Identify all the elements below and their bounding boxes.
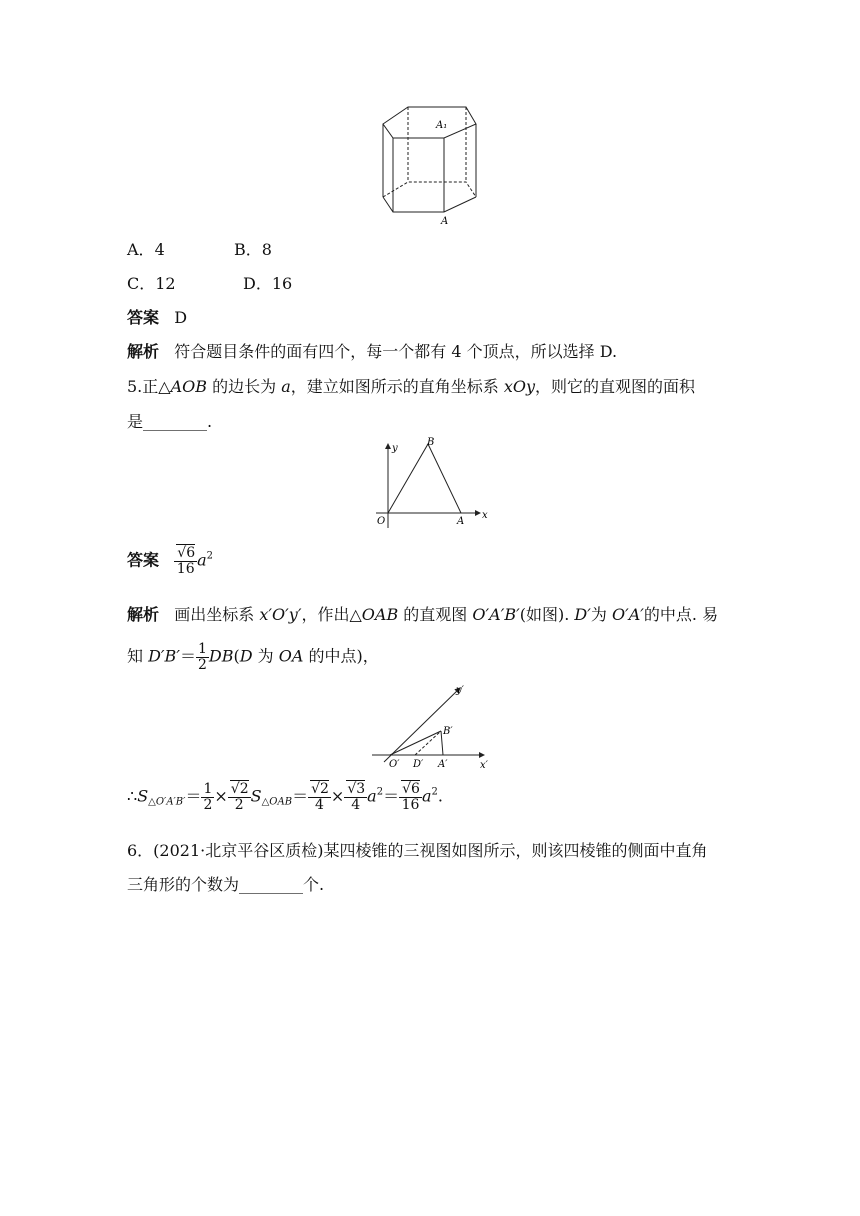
equals: ＝: [185, 786, 202, 806]
equals: ＝: [383, 786, 400, 806]
stem-text: 正△: [142, 377, 171, 396]
option-d: [243, 271, 292, 294]
stem-text: ，则它的直观图的面积: [535, 377, 696, 396]
fraction-numerator: √ 2: [310, 780, 329, 797]
option-value: 12: [155, 274, 176, 293]
analysis-math: D′: [574, 605, 591, 624]
answer-variable: a: [197, 550, 207, 570]
q5-analysis-line1: [127, 602, 718, 625]
exponent: 2: [376, 786, 384, 798]
vertex-label-d-prime: D′: [413, 759, 424, 770]
fraction-numerator: √ 3: [346, 780, 365, 797]
area-symbol: S: [137, 786, 149, 806]
vertex-label-b: B: [427, 437, 435, 448]
variable: a: [421, 786, 432, 806]
times: ×: [214, 786, 228, 806]
fraction-numerator: 1: [203, 781, 213, 797]
option-letter: D．: [243, 274, 272, 293]
analysis-text: 画出坐标系: [174, 605, 260, 624]
triangle-axes-figure: [372, 436, 492, 532]
stem-text: 的边长为: [207, 377, 282, 396]
exponent: 2: [431, 786, 438, 798]
q5-analysis-line2: [127, 642, 379, 672]
fraction: [201, 782, 214, 812]
q6-stem-line2: 三角形的个数为________个.: [127, 875, 325, 894]
option-value: 8: [261, 240, 272, 259]
axis-label-y: y: [392, 443, 398, 454]
option-letter: B．: [234, 240, 262, 259]
fraction-numerator: √ 6: [401, 780, 420, 797]
q5-stem-line1: [127, 374, 695, 397]
analysis-text: ，作出△: [301, 605, 362, 624]
fraction-denominator: 4: [351, 796, 361, 813]
therefore-symbol: ∴: [127, 786, 138, 806]
analysis-math: D′B′: [148, 646, 180, 666]
times: ×: [330, 786, 345, 806]
vertex-label-o: O: [377, 516, 386, 527]
answer-label: 答案: [127, 550, 160, 570]
analysis-math: O′A′B′: [472, 605, 520, 624]
fraction-numerator: √ 6: [176, 544, 195, 561]
area-symbol: S: [250, 786, 262, 806]
stem-math: AOB: [170, 377, 208, 396]
analysis-text: 为: [590, 605, 612, 624]
analysis-math: D: [239, 646, 253, 666]
fraction: [308, 782, 331, 812]
analysis-text: (如图).: [519, 605, 575, 624]
q5-answer: [127, 546, 213, 576]
fraction-numerator: 1: [197, 641, 207, 657]
option-value: 4: [154, 240, 165, 259]
fraction: [399, 782, 422, 812]
oblique-drawing-figure: [370, 684, 492, 772]
analysis-text: ＝: [179, 646, 196, 666]
vertex-label-a-prime: A′: [438, 759, 448, 770]
option-letter: A．: [127, 240, 155, 259]
answer-value: D: [174, 308, 188, 327]
answer-fraction: [174, 546, 197, 576]
analysis-math: OA: [278, 646, 304, 666]
fraction: [228, 782, 251, 812]
fraction-denominator: 2: [197, 656, 207, 673]
answer-exponent: 2: [206, 550, 214, 562]
stem-math: xOy: [503, 377, 536, 396]
q5-area-formula: [127, 782, 443, 812]
analysis-label: 解析: [127, 342, 160, 361]
area-subscript: △O′A′B′: [148, 796, 186, 808]
fraction-numerator: √ 2: [230, 780, 249, 797]
analysis-text: 的直观图: [398, 605, 473, 624]
option-c: [127, 271, 176, 294]
equals: ＝: [292, 786, 309, 806]
fraction-denominator: 16: [401, 796, 420, 813]
fraction: [344, 782, 367, 812]
analysis-math: DB: [208, 646, 234, 666]
question-number: 5.: [127, 377, 143, 396]
option-letter: C．: [127, 274, 156, 293]
q4-answer: [127, 305, 187, 328]
q4-analysis: [127, 339, 617, 362]
axis-label-x-prime: x′: [480, 760, 488, 771]
stem-math: a: [281, 377, 291, 396]
vertex-label-b-prime: B′: [443, 726, 453, 737]
axis-label-y-prime: y′: [456, 685, 464, 696]
fraction-denominator: 2: [234, 796, 244, 813]
q6-stem-line1: 6．(2021·北京平谷区质检)某四棱锥的三视图如图所示，则该四棱锥的侧面中直角: [127, 841, 708, 860]
fraction-denominator: 4: [315, 796, 324, 813]
stem-text: ，建立如图所示的直角坐标系: [290, 377, 504, 396]
answer-label: 答案: [127, 308, 160, 327]
option-a: [127, 237, 165, 260]
fraction-denominator: 2: [203, 796, 213, 813]
q5-stem-line2: 是________.: [127, 412, 213, 431]
analysis-math: O′A′: [611, 605, 644, 624]
analysis-text: 为: [252, 646, 279, 666]
analysis-text: 符合题目条件的面有四个，每一个都有 4 个顶点，所以选择 D.: [174, 342, 618, 361]
analysis-label: 解析: [127, 605, 160, 624]
analysis-text: 的中点. 易: [643, 605, 719, 624]
vertex-label-o-prime: O′: [389, 759, 400, 770]
analysis-text: 的中点)，: [303, 646, 379, 666]
analysis-text: (: [233, 646, 240, 666]
analysis-math: OAB: [361, 605, 399, 624]
area-subscript: △OAB: [261, 796, 293, 808]
option-value: 16: [271, 274, 293, 293]
period: .: [437, 786, 443, 806]
vertex-label-a: A: [441, 216, 449, 227]
variable: a: [367, 786, 377, 806]
vertex-label-a1: A₁: [436, 120, 448, 131]
option-b: [234, 237, 272, 260]
half-fraction: [196, 642, 209, 672]
axis-label-x: x: [482, 510, 488, 521]
vertex-label-a: A: [457, 516, 465, 527]
analysis-math: x′O′y′: [259, 605, 302, 624]
analysis-text: 知: [127, 646, 149, 666]
hexagonal-prism-figure: [378, 100, 478, 228]
fraction-denominator: 16: [176, 560, 195, 577]
